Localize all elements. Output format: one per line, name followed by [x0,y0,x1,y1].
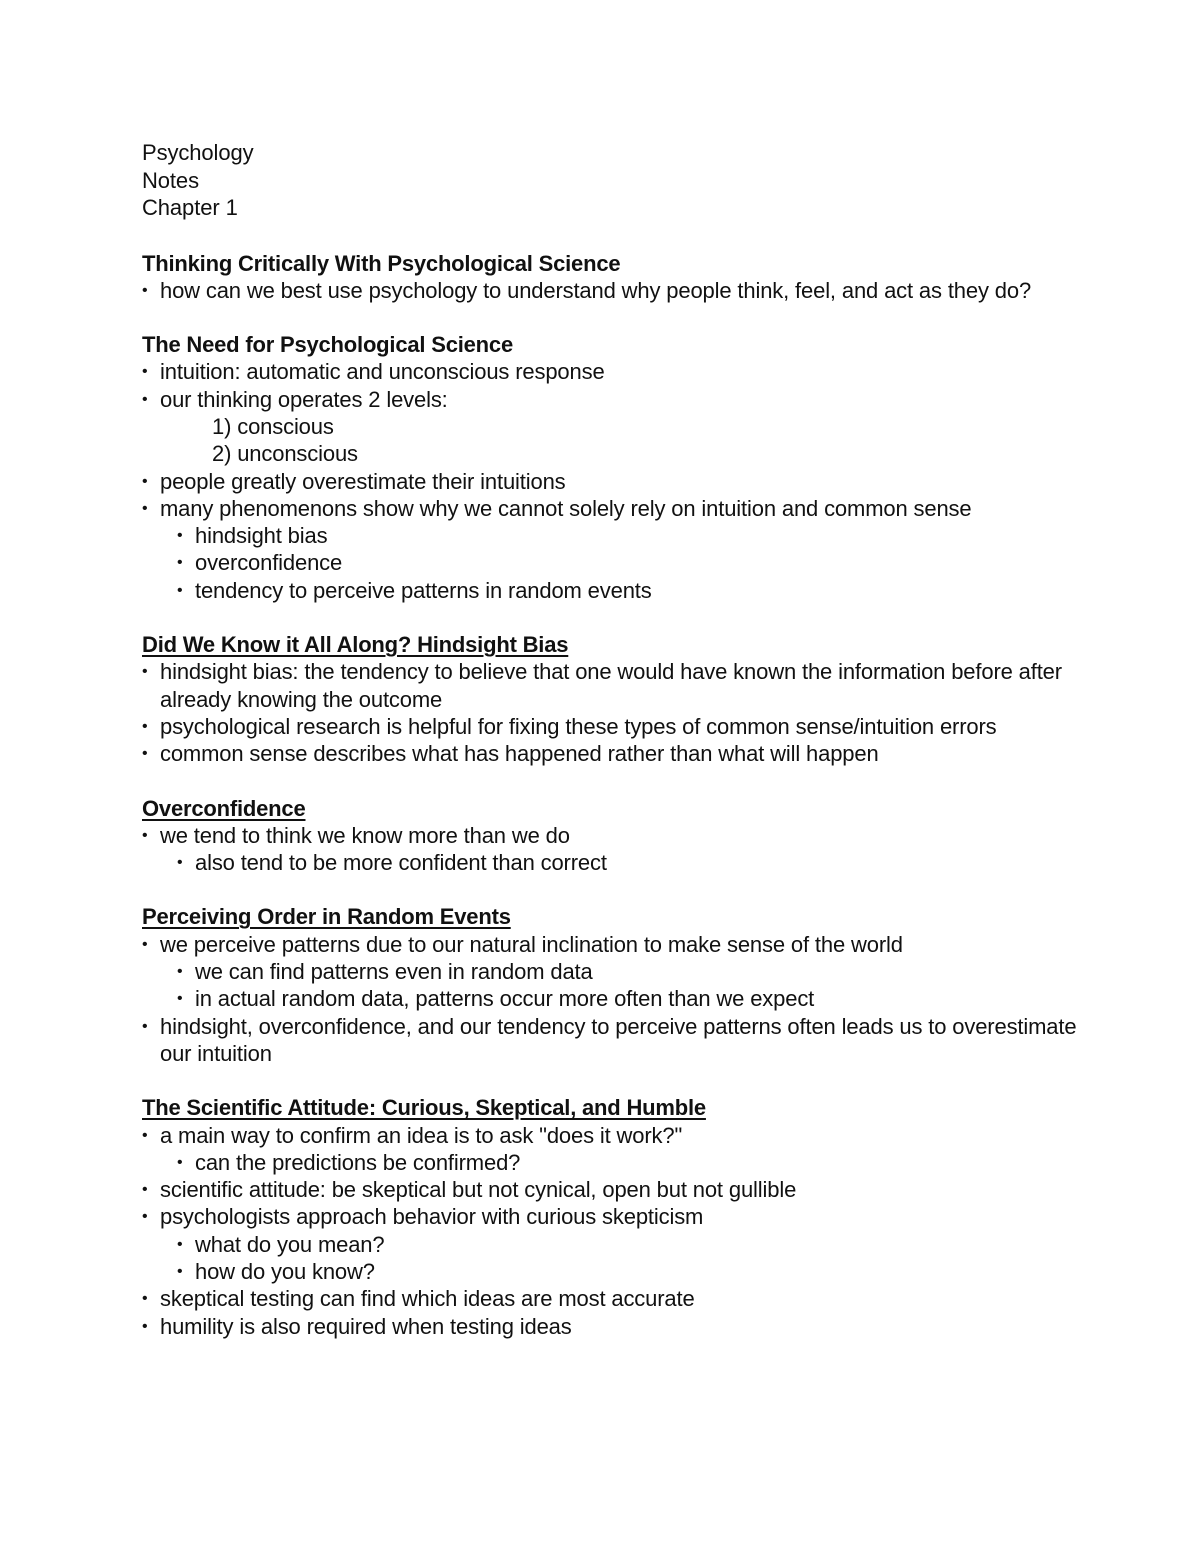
bullet-item: • scientific attitude: be skeptical but not cynical, open but not gullible [142,1176,1082,1203]
notes-section [142,331,1082,604]
bullet-item: • our thinking operates 2 levels: [142,386,1082,413]
notes-body [142,250,1082,1340]
section-heading: Overconfidence [142,795,306,821]
section-heading: Did We Know it All Along? Hindsight Bias [142,632,569,658]
sub-bullet-item: • tendency to perceive patterns in random events [142,577,1082,604]
numbered-item: 1) conscious [212,413,334,439]
notes-section [142,795,1082,877]
bullet-item: • common sense describes what has happened rather than what will happen [142,740,1082,767]
notes-section [142,250,1082,305]
subject-line: Psychology [142,140,254,165]
bullet-item: • psychologists approach behavior with curious skepticism [142,1203,1082,1230]
chapter-line: Chapter 1 [142,195,238,220]
section-heading: The Scientific Attitude: Curious, Skeptical, and Humble [142,1095,706,1121]
sub-bullet-item: • what do you mean? [142,1231,1082,1258]
notes-section [142,631,1082,767]
notes-section [142,903,1082,1067]
doc-type-line: Notes [142,167,199,193]
notes-section [142,1094,1082,1340]
sub-bullet-item: • also tend to be more confident than correct [142,849,1082,876]
sub-bullet-item: • hindsight bias [142,522,1082,549]
bullet-list [142,822,1082,877]
bullet-item: • hindsight, overconfidence, and our tendency to perceive patterns often leads us to overestimate our intuition [142,1013,1082,1068]
bullet-list [142,1122,1082,1340]
bullet-item: • psychological research is helpful for fixing these types of common sense/intuition errors [142,713,1082,740]
section-heading: The Need for Psychological Science [142,332,513,358]
bullet-list [142,931,1082,1067]
bullet-item: • skeptical testing can find which ideas are most accurate [142,1285,1082,1312]
notes-page [142,139,1082,1340]
bullet-item: • we perceive patterns due to our natural inclination to make sense of the world [142,931,1082,958]
bullet-item: • we tend to think we know more than we do [142,822,1082,849]
bullet-item: • humility is also required when testing ideas [142,1313,1082,1340]
sub-bullet-item: • how do you know? [142,1258,1082,1285]
section-heading: Thinking Critically With Psychological Science [142,250,621,276]
numbered-item: 2) unconscious [212,441,358,467]
bullet-list [142,358,1082,604]
bullet-list [142,277,1082,304]
bullet-list [142,658,1082,767]
bullet-item: • intuition: automatic and unconscious response [142,358,1082,385]
sub-bullet-item: • can the predictions be confirmed? [142,1149,1082,1176]
sub-bullet-item: • we can find patterns even in random data [142,958,1082,985]
bullet-item: • many phenomenons show why we cannot solely rely on intuition and common sense [142,495,1082,522]
bullet-item: • people greatly overestimate their intuitions [142,468,1082,495]
bullet-item: • a main way to confirm an idea is to ask "does it work?" [142,1122,1082,1149]
section-heading: Perceiving Order in Random Events [142,904,511,930]
bullet-item: • hindsight bias: the tendency to believe that one would have known the information before after already knowing the outcome [142,658,1082,713]
bullet-item: • how can we best use psychology to understand why people think, feel, and act as they do? [142,277,1082,304]
sub-bullet-item: • overconfidence [142,549,1082,576]
sub-bullet-item: • in actual random data, patterns occur more often than we expect [142,985,1082,1012]
